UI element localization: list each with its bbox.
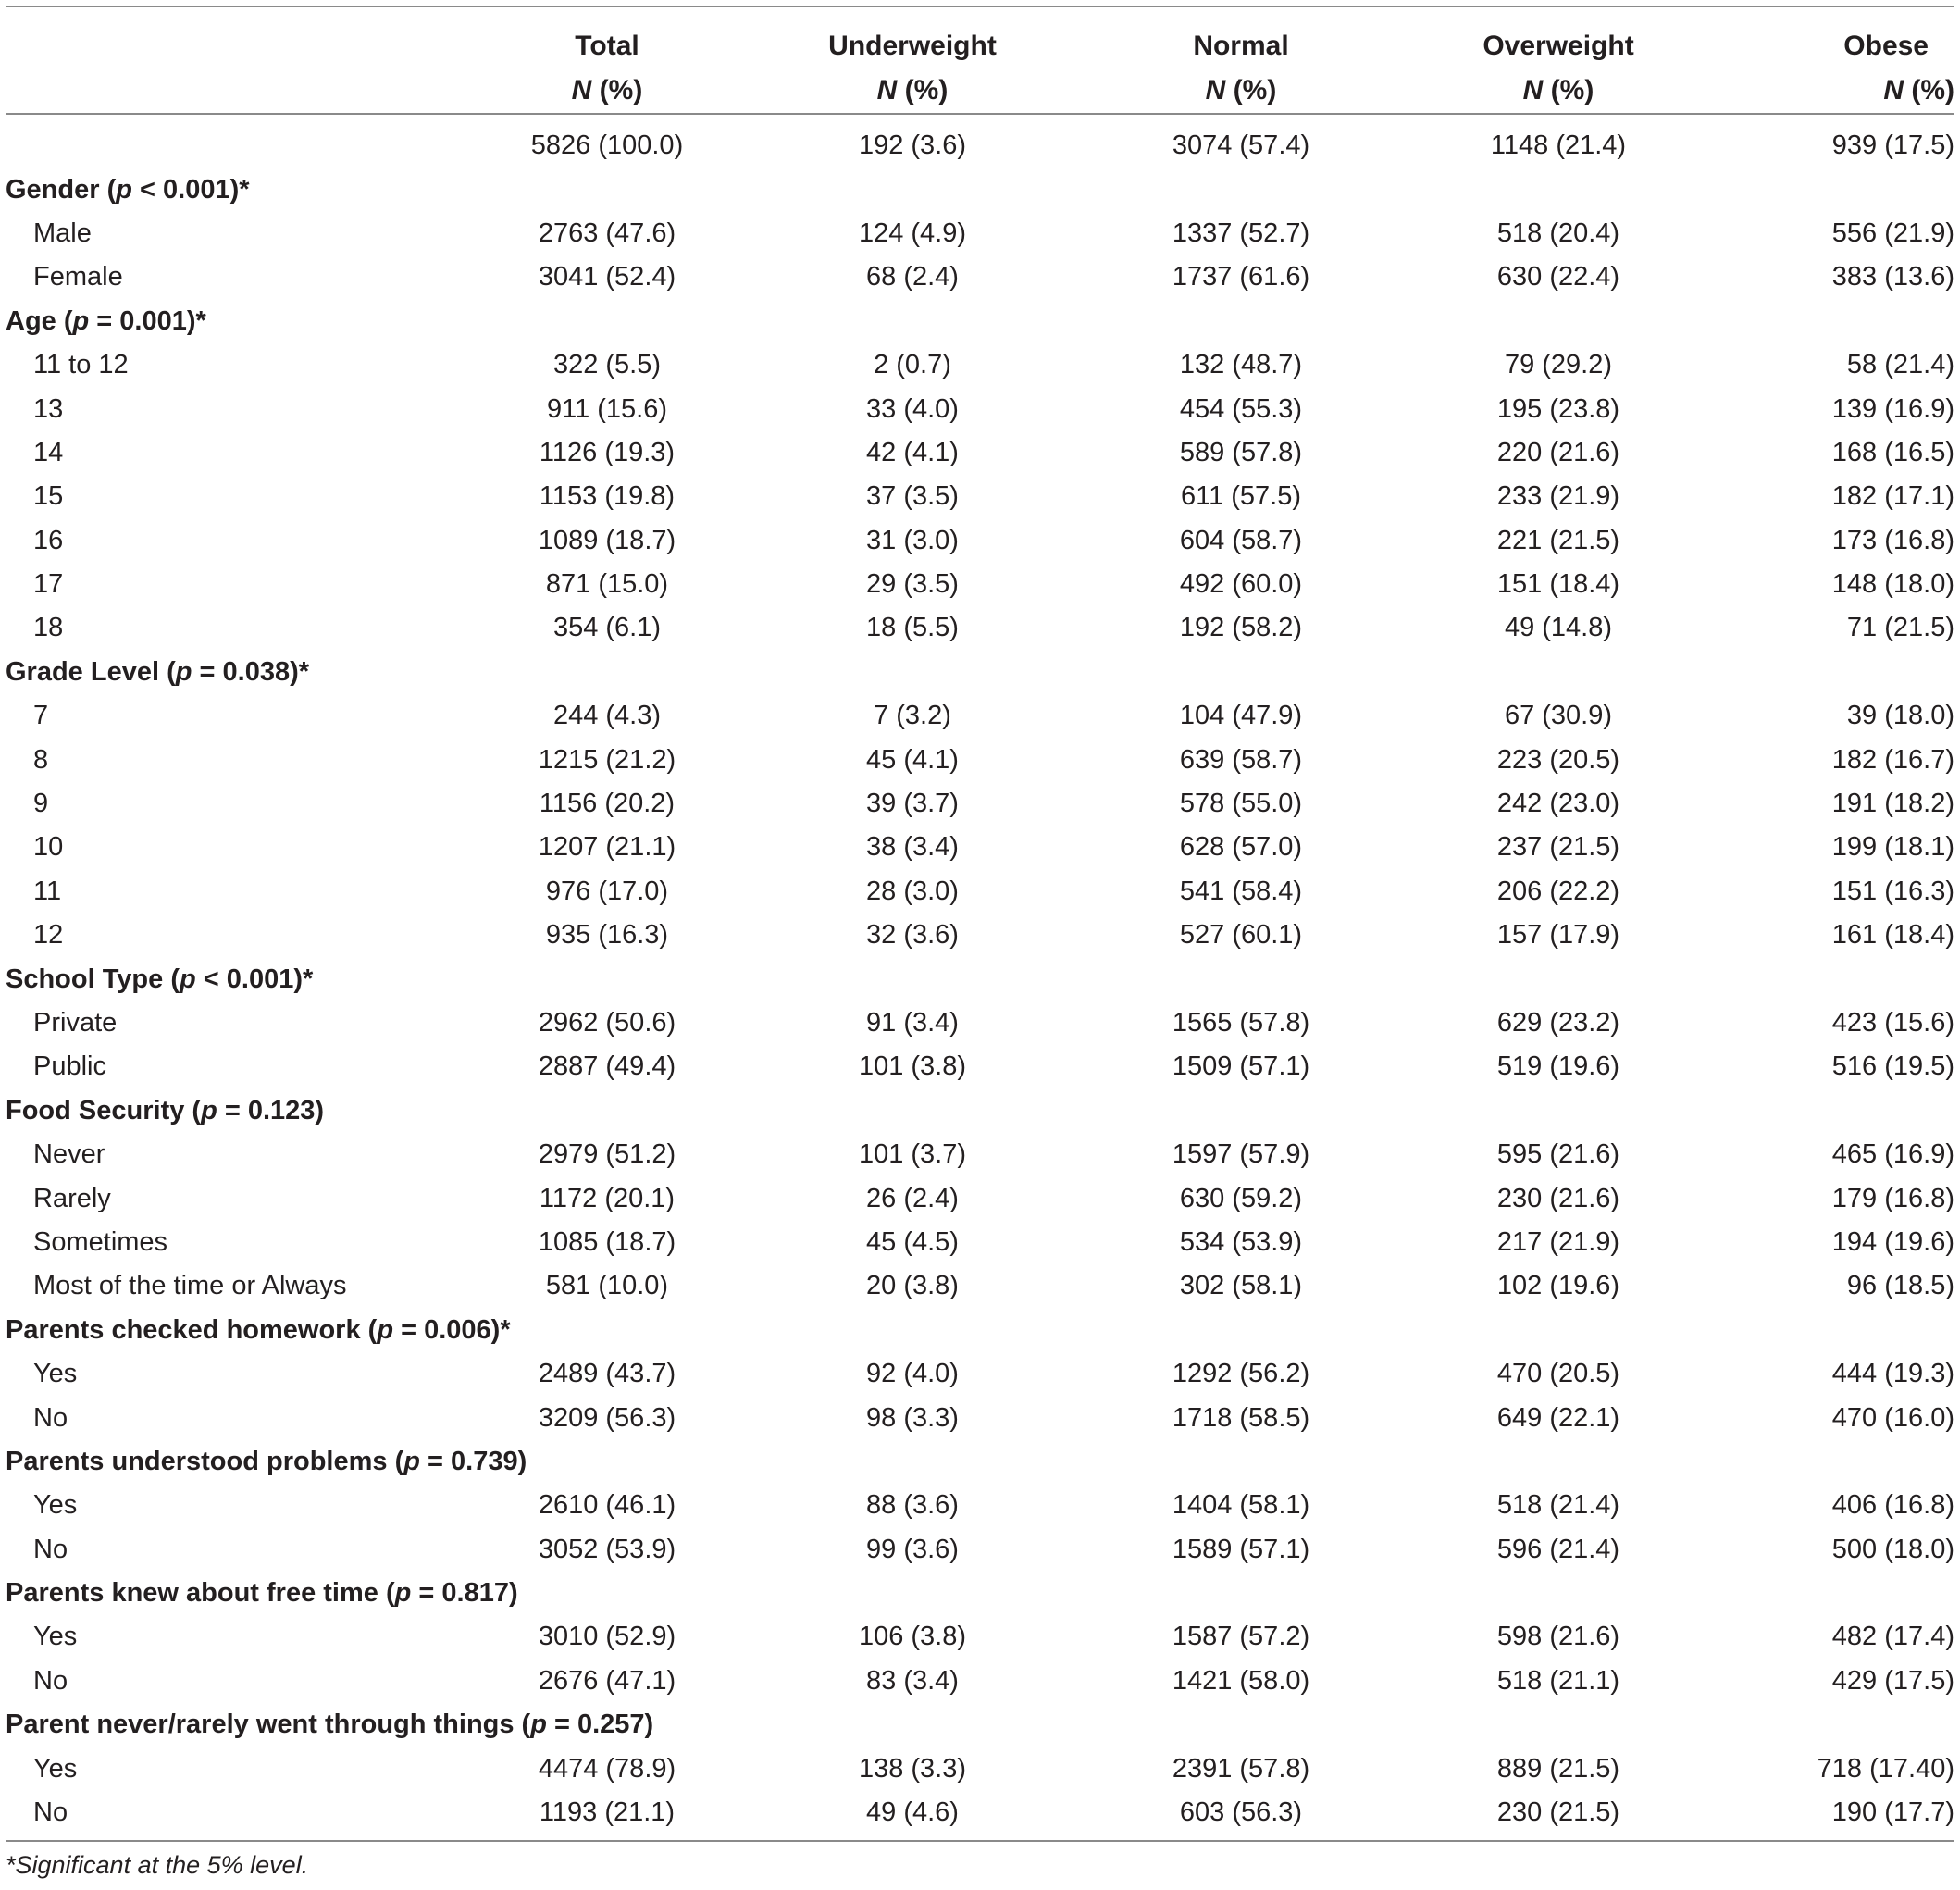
table-cell: 32 (3.6) xyxy=(866,920,959,951)
table-cell: 718 (17.40) xyxy=(1817,1753,1954,1784)
table-cell: 1337 (52.7) xyxy=(1172,218,1310,248)
header-col-unit: N (%) xyxy=(1205,75,1277,106)
table-cell: 49 (14.8) xyxy=(1504,613,1613,643)
table-cell: 45 (4.5) xyxy=(866,1226,959,1257)
table-cell: 1215 (21.2) xyxy=(538,744,676,775)
section-title: Parents knew about free time (p = 0.817) xyxy=(6,1578,518,1609)
table-cell: 38 (3.4) xyxy=(866,832,959,863)
table-cell: 182 (17.1) xyxy=(1831,481,1954,512)
header-col-unit: N (%) xyxy=(1522,75,1594,106)
table-cell: 101 (3.8) xyxy=(858,1051,967,1082)
table-cell: 1587 (57.2) xyxy=(1172,1622,1310,1652)
table-cell: 595 (21.6) xyxy=(1496,1139,1620,1170)
table-cell: 29 (3.5) xyxy=(866,569,959,600)
table-cell: 630 (22.4) xyxy=(1496,262,1620,292)
table-cell: 195 (23.8) xyxy=(1496,393,1620,424)
table-cell: 5826 (100.0) xyxy=(530,131,684,161)
row-label: 7 xyxy=(33,701,49,731)
table-cell: 534 (53.9) xyxy=(1179,1226,1303,1257)
table-row xyxy=(6,1001,1954,1045)
header-stub xyxy=(6,7,468,113)
table-cell: 31 (3.0) xyxy=(866,525,959,555)
table-cell: 581 (10.0) xyxy=(545,1271,669,1301)
table-cell: 2887 (49.4) xyxy=(538,1051,676,1082)
section-header xyxy=(6,300,1954,343)
table-cell: 45 (4.1) xyxy=(866,744,959,775)
table-cell: 194 (19.6) xyxy=(1831,1226,1954,1257)
table-row xyxy=(6,1221,1954,1264)
row-label: Sometimes xyxy=(33,1226,168,1257)
table-cell: 58 (21.4) xyxy=(1846,350,1954,380)
table-cell: 1597 (57.9) xyxy=(1172,1139,1310,1170)
table-cell: 96 (18.5) xyxy=(1846,1271,1954,1301)
table-cell: 976 (17.0) xyxy=(545,876,669,906)
table-cell: 206 (22.2) xyxy=(1496,876,1620,906)
table-cell: 541 (58.4) xyxy=(1179,876,1303,906)
header-col-title: Underweight xyxy=(828,31,997,61)
table-cell: 1737 (61.6) xyxy=(1172,262,1310,292)
table-cell: 79 (29.2) xyxy=(1504,350,1613,380)
table-cell: 179 (16.8) xyxy=(1831,1183,1954,1213)
table-row xyxy=(6,1791,1954,1834)
table-cell: 429 (17.5) xyxy=(1831,1665,1954,1696)
table-cell: 1089 (18.7) xyxy=(538,525,676,555)
table-cell: 1404 (58.1) xyxy=(1172,1490,1310,1521)
row-label: Male xyxy=(33,218,92,248)
table-cell: 20 (3.8) xyxy=(866,1271,959,1301)
table-cell: 233 (21.9) xyxy=(1496,481,1620,512)
table-cell: 611 (57.5) xyxy=(1180,481,1302,512)
section-title: Food Security (p = 0.123) xyxy=(6,1095,325,1125)
table-cell: 26 (2.4) xyxy=(866,1183,959,1213)
table-cell: 39 (18.0) xyxy=(1846,701,1954,731)
row-label: 14 xyxy=(33,437,64,467)
table-row xyxy=(6,1045,1954,1088)
table-cell: 230 (21.5) xyxy=(1496,1797,1620,1828)
table-cell: 157 (17.9) xyxy=(1496,920,1620,951)
table-cell: 1126 (19.3) xyxy=(539,437,676,467)
header-col-title: Overweight xyxy=(1482,31,1634,61)
table-cell: 603 (56.3) xyxy=(1179,1797,1303,1828)
table-cell: 639 (58.7) xyxy=(1179,744,1303,775)
table-cell: 470 (20.5) xyxy=(1496,1359,1620,1389)
row-label: 8 xyxy=(33,744,49,775)
table-cell: 3010 (52.9) xyxy=(538,1622,676,1652)
table-cell: 598 (21.6) xyxy=(1496,1622,1620,1652)
table-cell: 1153 (19.8) xyxy=(539,481,676,512)
table-cell: 1148 (21.4) xyxy=(1490,131,1627,161)
table-cell: 871 (15.0) xyxy=(545,569,669,600)
table-cell: 492 (60.0) xyxy=(1179,569,1303,600)
table-row xyxy=(6,519,1954,563)
row-label: Public xyxy=(33,1051,106,1082)
table-row xyxy=(6,1528,1954,1572)
table-cell: 3041 (52.4) xyxy=(538,262,676,292)
header-col-title: Total xyxy=(575,31,639,61)
table-cell: 516 (19.5) xyxy=(1831,1051,1954,1082)
header-col-total xyxy=(468,7,746,113)
table-cell: 161 (18.4) xyxy=(1831,920,1954,951)
table-cell: 556 (21.9) xyxy=(1831,218,1954,248)
table-cell: 589 (57.8) xyxy=(1179,437,1303,467)
table-cell: 92 (4.0) xyxy=(866,1359,959,1389)
table-cell: 199 (18.1) xyxy=(1831,832,1954,863)
table-cell: 223 (20.5) xyxy=(1496,744,1620,775)
row-label: 11 xyxy=(33,876,62,906)
table-cell: 244 (4.3) xyxy=(552,701,662,731)
table-cell: 37 (3.5) xyxy=(866,481,959,512)
row-label: 9 xyxy=(33,789,49,819)
row-label: 18 xyxy=(33,613,64,643)
table-cell: 132 (48.7) xyxy=(1179,350,1303,380)
row-label: 11 to 12 xyxy=(33,350,129,380)
section-title: Parents understood problems (p = 0.739) xyxy=(6,1446,527,1476)
row-label: 10 xyxy=(33,832,64,863)
table-cell: 423 (15.6) xyxy=(1831,1008,1954,1038)
row-label: 13 xyxy=(33,393,64,424)
table-cell: 182 (16.7) xyxy=(1831,744,1954,775)
row-label: Yes xyxy=(33,1753,78,1784)
table-cell: 192 (3.6) xyxy=(858,131,967,161)
table-row xyxy=(6,1660,1954,1703)
table-cell: 1207 (21.1) xyxy=(538,832,676,863)
section-header xyxy=(6,1309,1954,1352)
table-cell: 102 (19.6) xyxy=(1496,1271,1620,1301)
table-cell: 1085 (18.7) xyxy=(538,1226,676,1257)
table-cell: 354 (6.1) xyxy=(552,613,662,643)
table-cell: 3052 (53.9) xyxy=(538,1534,676,1564)
row-label: 15 xyxy=(33,481,64,512)
table-cell: 1421 (58.0) xyxy=(1172,1665,1310,1696)
table-cell: 1172 (20.1) xyxy=(539,1183,676,1213)
section-header xyxy=(6,1440,1954,1484)
table-cell: 2979 (51.2) xyxy=(538,1139,676,1170)
table-cell: 322 (5.5) xyxy=(552,350,662,380)
table-cell: 2610 (46.1) xyxy=(538,1490,676,1521)
table-cell: 2489 (43.7) xyxy=(538,1359,676,1389)
table-cell: 7 (3.2) xyxy=(874,701,951,731)
table-cell: 67 (30.9) xyxy=(1504,701,1613,731)
table-cell: 1565 (57.8) xyxy=(1172,1008,1310,1038)
table-cell: 99 (3.6) xyxy=(866,1534,959,1564)
table-cell: 104 (47.9) xyxy=(1179,701,1303,731)
table-row xyxy=(6,475,1954,518)
table-footnote: *Significant at the 5% level. xyxy=(6,1851,309,1880)
table-cell: 628 (57.0) xyxy=(1179,832,1303,863)
table-row xyxy=(6,1176,1954,1220)
header-col-unit: N (%) xyxy=(571,75,643,106)
row-label: Yes xyxy=(33,1490,78,1521)
table-cell: 2676 (47.1) xyxy=(538,1665,676,1696)
table-cell: 1292 (56.2) xyxy=(1172,1359,1310,1389)
table-cell: 596 (21.4) xyxy=(1496,1534,1620,1564)
table-cell: 220 (21.6) xyxy=(1496,437,1620,467)
table-cell: 518 (21.4) xyxy=(1496,1490,1620,1521)
table-row xyxy=(6,1264,1954,1308)
header-col-title: Obese xyxy=(1843,31,1929,61)
table-cell: 151 (16.3) xyxy=(1831,876,1954,906)
table-row xyxy=(6,1747,1954,1790)
table-cell: 138 (3.3) xyxy=(858,1753,967,1784)
row-label: Private xyxy=(33,1008,118,1038)
data-table xyxy=(6,6,1954,1880)
table-cell: 889 (21.5) xyxy=(1496,1753,1620,1784)
table-cell: 237 (21.5) xyxy=(1496,832,1620,863)
table-cell: 629 (23.2) xyxy=(1496,1008,1620,1038)
table-cell: 68 (2.4) xyxy=(866,262,959,292)
table-cell: 39 (3.7) xyxy=(866,789,959,819)
table-cell: 49 (4.6) xyxy=(866,1797,959,1828)
table-row xyxy=(6,914,1954,957)
table-row xyxy=(6,782,1954,826)
table-cell: 2763 (47.6) xyxy=(538,218,676,248)
header-col-unit: N (%) xyxy=(876,75,949,106)
table-bottom-rule xyxy=(6,1840,1954,1842)
table-cell: 124 (4.9) xyxy=(858,218,967,248)
table-cell: 242 (23.0) xyxy=(1496,789,1620,819)
table-cell: 519 (19.6) xyxy=(1496,1051,1620,1082)
table-cell: 1193 (21.1) xyxy=(539,1797,676,1828)
table-row xyxy=(6,1352,1954,1396)
section-title: School Type (p < 0.001)* xyxy=(6,964,314,994)
table-row xyxy=(6,212,1954,255)
table-cell: 649 (22.1) xyxy=(1496,1402,1620,1433)
table-cell: 1589 (57.1) xyxy=(1172,1534,1310,1564)
table-row xyxy=(6,1133,1954,1176)
table-row xyxy=(6,694,1954,738)
header-col-obese xyxy=(1714,7,1954,113)
table-header xyxy=(6,7,1954,115)
section-title: Grade Level (p = 0.038)* xyxy=(6,656,310,687)
table-cell: 148 (18.0) xyxy=(1831,569,1954,600)
table-row xyxy=(6,255,1954,299)
header-col-title: Normal xyxy=(1193,31,1289,61)
table-row xyxy=(6,738,1954,781)
section-title: Parent never/rarely went through things (p = 0.257) xyxy=(6,1710,654,1740)
row-label: 12 xyxy=(33,920,64,951)
table-row xyxy=(6,563,1954,606)
table-cell: 2 (0.7) xyxy=(874,350,951,380)
row-label: No xyxy=(33,1797,68,1828)
table-row xyxy=(6,826,1954,869)
section-header xyxy=(6,168,1954,211)
section-header xyxy=(6,1089,1954,1133)
table-cell: 1509 (57.1) xyxy=(1172,1051,1310,1082)
section-header xyxy=(6,1572,1954,1615)
table-cell: 578 (55.0) xyxy=(1179,789,1303,819)
table-cell: 28 (3.0) xyxy=(866,876,959,906)
table-cell: 911 (15.6) xyxy=(546,393,668,424)
header-col-overweight xyxy=(1403,7,1714,113)
table-row xyxy=(6,431,1954,475)
table-cell: 190 (17.7) xyxy=(1831,1797,1954,1828)
row-label: Most of the time or Always xyxy=(33,1271,347,1301)
table-cell: 151 (18.4) xyxy=(1496,569,1620,600)
table-cell: 173 (16.8) xyxy=(1831,525,1954,555)
table-cell: 83 (3.4) xyxy=(866,1665,959,1696)
table-cell: 88 (3.6) xyxy=(866,1490,959,1521)
table-cell: 230 (21.6) xyxy=(1496,1183,1620,1213)
header-col-underweight xyxy=(746,7,1079,113)
row-label: No xyxy=(33,1534,68,1564)
row-label: No xyxy=(33,1402,68,1433)
table-cell: 101 (3.7) xyxy=(858,1139,967,1170)
table-cell: 18 (5.5) xyxy=(866,613,959,643)
table-row xyxy=(6,1615,1954,1659)
section-header xyxy=(6,957,1954,1001)
table-cell: 935 (16.3) xyxy=(545,920,669,951)
table-cell: 221 (21.5) xyxy=(1496,525,1620,555)
row-label: Rarely xyxy=(33,1183,111,1213)
table-cell: 2391 (57.8) xyxy=(1172,1753,1310,1784)
row-label: Yes xyxy=(33,1359,78,1389)
table-cell: 406 (16.8) xyxy=(1831,1490,1954,1521)
row-label: Never xyxy=(33,1139,105,1170)
table-cell: 302 (58.1) xyxy=(1179,1271,1303,1301)
row-label: 16 xyxy=(33,525,64,555)
header-col-normal xyxy=(1079,7,1403,113)
table-cell: 518 (20.4) xyxy=(1496,218,1620,248)
table-cell: 91 (3.4) xyxy=(866,1008,959,1038)
table-cell: 168 (16.5) xyxy=(1831,437,1954,467)
row-label: No xyxy=(33,1665,68,1696)
table-cell: 527 (60.1) xyxy=(1179,920,1303,951)
row-label: Yes xyxy=(33,1622,78,1652)
table-cell: 1156 (20.2) xyxy=(539,789,676,819)
table-cell: 2962 (50.6) xyxy=(538,1008,676,1038)
table-cell: 4474 (78.9) xyxy=(538,1753,676,1784)
table-cell: 383 (13.6) xyxy=(1831,262,1954,292)
table-cell: 3209 (56.3) xyxy=(538,1402,676,1433)
table-body xyxy=(6,115,1954,1834)
table-cell: 33 (4.0) xyxy=(866,393,959,424)
table-cell: 3074 (57.4) xyxy=(1172,131,1310,161)
table-cell: 139 (16.9) xyxy=(1831,393,1954,424)
table-cell: 500 (18.0) xyxy=(1831,1534,1954,1564)
section-header xyxy=(6,651,1954,694)
table-row xyxy=(6,387,1954,430)
total-row xyxy=(6,124,1954,168)
table-cell: 518 (21.1) xyxy=(1496,1665,1620,1696)
section-header xyxy=(6,1703,1954,1747)
table-cell: 444 (19.3) xyxy=(1831,1359,1954,1389)
table-row xyxy=(6,606,1954,650)
table-cell: 192 (58.2) xyxy=(1179,613,1303,643)
table-row xyxy=(6,1484,1954,1527)
table-cell: 98 (3.3) xyxy=(866,1402,959,1433)
table-cell: 470 (16.0) xyxy=(1831,1402,1954,1433)
table-cell: 191 (18.2) xyxy=(1831,789,1954,819)
table-cell: 42 (4.1) xyxy=(866,437,959,467)
table-row xyxy=(6,1396,1954,1439)
table-cell: 630 (59.2) xyxy=(1179,1183,1303,1213)
table-cell: 482 (17.4) xyxy=(1831,1622,1954,1652)
table-cell: 217 (21.9) xyxy=(1496,1226,1620,1257)
row-label: 17 xyxy=(33,569,64,600)
section-title: Age (p = 0.001)* xyxy=(6,305,206,336)
table-cell: 454 (55.3) xyxy=(1179,393,1303,424)
section-title: Gender (p < 0.001)* xyxy=(6,174,250,205)
table-cell: 106 (3.8) xyxy=(858,1622,967,1652)
table-cell: 71 (21.5) xyxy=(1846,613,1954,643)
table-cell: 939 (17.5) xyxy=(1831,131,1954,161)
table-cell: 1718 (58.5) xyxy=(1172,1402,1310,1433)
header-col-unit: N (%) xyxy=(1883,75,1954,106)
table-row xyxy=(6,870,1954,914)
table-cell: 465 (16.9) xyxy=(1831,1139,1954,1170)
section-title: Parents checked homework (p = 0.006)* xyxy=(6,1314,511,1345)
table-cell: 604 (58.7) xyxy=(1179,525,1303,555)
table-row xyxy=(6,343,1954,387)
row-label: Female xyxy=(33,262,123,292)
